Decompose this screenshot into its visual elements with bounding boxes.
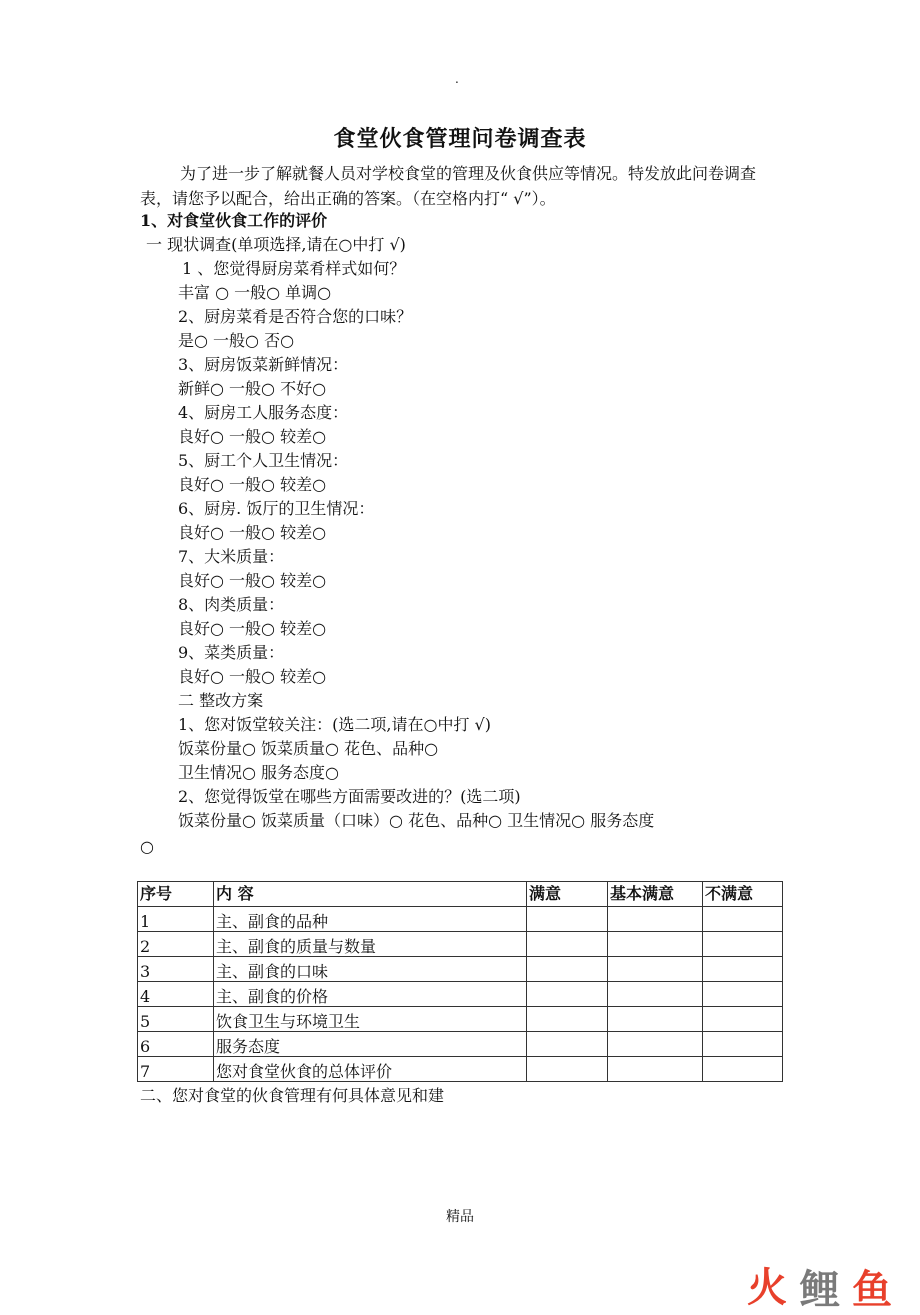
document-title: 食堂伙食管理问卷调查表 bbox=[333, 126, 587, 152]
row-number-cell: 1 bbox=[138, 907, 214, 932]
table-row bbox=[138, 932, 783, 957]
rating-cell[interactable] bbox=[608, 1007, 703, 1032]
rating-cell[interactable] bbox=[527, 957, 608, 982]
header-cell: 不满意 bbox=[703, 882, 783, 907]
open-question: 二、您对食堂的伙食管理有何具体意见和建 bbox=[140, 1086, 445, 1105]
header-cell: 序号 bbox=[138, 882, 214, 907]
rating-cell[interactable] bbox=[608, 932, 703, 957]
row-number-cell: 4 bbox=[138, 982, 214, 1007]
part2-question-2-options-b: ○ bbox=[140, 837, 154, 856]
row-number-cell: 2 bbox=[138, 932, 214, 957]
item-content-cell: 主、副食的价格 bbox=[214, 982, 527, 1007]
question-options: 良好○ 一般○ 较差○ bbox=[178, 619, 327, 638]
rating-cell[interactable] bbox=[703, 982, 783, 1007]
question-text: 1 、您觉得厨房菜肴样式如何？ bbox=[182, 259, 406, 278]
question-options: 良好○ 一般○ 较差○ bbox=[178, 667, 327, 686]
watermark-logo-yu: 鱼 bbox=[852, 1267, 892, 1313]
item-content-cell: 主、副食的品种 bbox=[214, 907, 527, 932]
header-cell: 内 容 bbox=[214, 882, 527, 907]
row-number-cell: 7 bbox=[138, 1057, 214, 1082]
part2-question-1-options-a: 饭菜份量○ 饭菜质量○ 花色、品种○ bbox=[178, 739, 439, 758]
rating-cell[interactable] bbox=[527, 932, 608, 957]
page-top-dot: . bbox=[455, 72, 459, 86]
row-number-cell: 6 bbox=[138, 1032, 214, 1057]
item-content-cell: 主、副食的质量与数量 bbox=[214, 932, 527, 957]
rating-cell[interactable] bbox=[608, 982, 703, 1007]
item-content-cell: 饮食卫生与环境卫生 bbox=[214, 1007, 527, 1032]
evaluation-table bbox=[137, 881, 783, 1082]
rating-cell[interactable] bbox=[527, 1032, 608, 1057]
table-row bbox=[138, 1007, 783, 1032]
table-header-row bbox=[138, 882, 783, 907]
part2-heading: 二 整改方案 bbox=[178, 691, 264, 710]
row-number-cell: 5 bbox=[138, 1007, 214, 1032]
question-text: 3、厨房饭菜新鲜情况： bbox=[178, 355, 349, 374]
part1-heading: 一 现状调查(单项选择,请在○中打 √) bbox=[146, 235, 406, 254]
item-content-cell: 您对食堂伙食的总体评价 bbox=[214, 1057, 527, 1082]
rating-cell[interactable] bbox=[703, 1032, 783, 1057]
rating-cell[interactable] bbox=[608, 907, 703, 932]
question-text: 7、大米质量： bbox=[178, 547, 285, 566]
header-cell: 基本满意 bbox=[608, 882, 703, 907]
table-row bbox=[138, 1057, 783, 1082]
watermark-logo-li: 鲤 bbox=[800, 1267, 840, 1313]
table-row bbox=[138, 907, 783, 932]
rating-cell[interactable] bbox=[703, 1057, 783, 1082]
question-options: 是○ 一般○ 否○ bbox=[178, 331, 295, 350]
header-cell: 满意 bbox=[527, 882, 608, 907]
rating-cell[interactable] bbox=[608, 957, 703, 982]
question-text: 8、肉类质量： bbox=[178, 595, 285, 614]
question-text: 4、厨房工人服务态度： bbox=[178, 403, 349, 422]
question-text: 9、菜类质量： bbox=[178, 643, 285, 662]
rating-cell[interactable] bbox=[608, 1032, 703, 1057]
rating-cell[interactable] bbox=[527, 1057, 608, 1082]
watermark-logo-fire: 火 bbox=[747, 1265, 787, 1311]
question-options: 良好○ 一般○ 较差○ bbox=[178, 475, 327, 494]
question-options: 丰富 ○ 一般○ 单调○ bbox=[178, 283, 332, 302]
table-row bbox=[138, 982, 783, 1007]
rating-cell[interactable] bbox=[703, 1007, 783, 1032]
question-options: 良好○ 一般○ 较差○ bbox=[178, 523, 327, 542]
rating-cell[interactable] bbox=[703, 907, 783, 932]
section1-heading: 1、对食堂伙食工作的评价 bbox=[140, 211, 328, 230]
question-text: 5、厨工个人卫生情况： bbox=[178, 451, 349, 470]
page-footer: 精品 bbox=[446, 1209, 474, 1225]
part2-question-2: 2、您觉得饭堂在哪些方面需要改进的？(选二项) bbox=[178, 787, 521, 806]
question-options: 良好○ 一般○ 较差○ bbox=[178, 427, 327, 446]
rating-cell[interactable] bbox=[527, 982, 608, 1007]
part2-question-1: 1、您对饭堂较关注：(选二项,请在○中打 √) bbox=[178, 715, 491, 734]
rating-cell[interactable] bbox=[703, 957, 783, 982]
question-text: 6、厨房. 饭厅的卫生情况： bbox=[178, 499, 375, 518]
part2-question-1-options-b: 卫生情况○ 服务态度○ bbox=[178, 763, 340, 782]
item-content-cell: 服务态度 bbox=[214, 1032, 527, 1057]
rating-cell[interactable] bbox=[527, 907, 608, 932]
table-row bbox=[138, 1032, 783, 1057]
intro-paragraph: 为了进一步了解就餐人员对学校食堂的管理及伙食供应等情况。特发放此问卷调查表，请您予以配合，给出正确的答案。（在空格内打“ √”）。 bbox=[140, 164, 757, 208]
row-number-cell: 3 bbox=[138, 957, 214, 982]
question-text: 2、厨房菜肴是否符合您的口味？ bbox=[178, 307, 413, 326]
table-row bbox=[138, 957, 783, 982]
item-content-cell: 主、副食的口味 bbox=[214, 957, 527, 982]
question-options: 良好○ 一般○ 较差○ bbox=[178, 571, 327, 590]
rating-cell[interactable] bbox=[703, 932, 783, 957]
rating-cell[interactable] bbox=[527, 1007, 608, 1032]
part2-question-2-options-a: 饭菜份量○ 饭菜质量（口味）○ 花色、品种○ 卫生情况○ 服务态度 bbox=[178, 811, 655, 830]
rating-cell[interactable] bbox=[608, 1057, 703, 1082]
question-options: 新鲜○ 一般○ 不好○ bbox=[178, 379, 327, 398]
